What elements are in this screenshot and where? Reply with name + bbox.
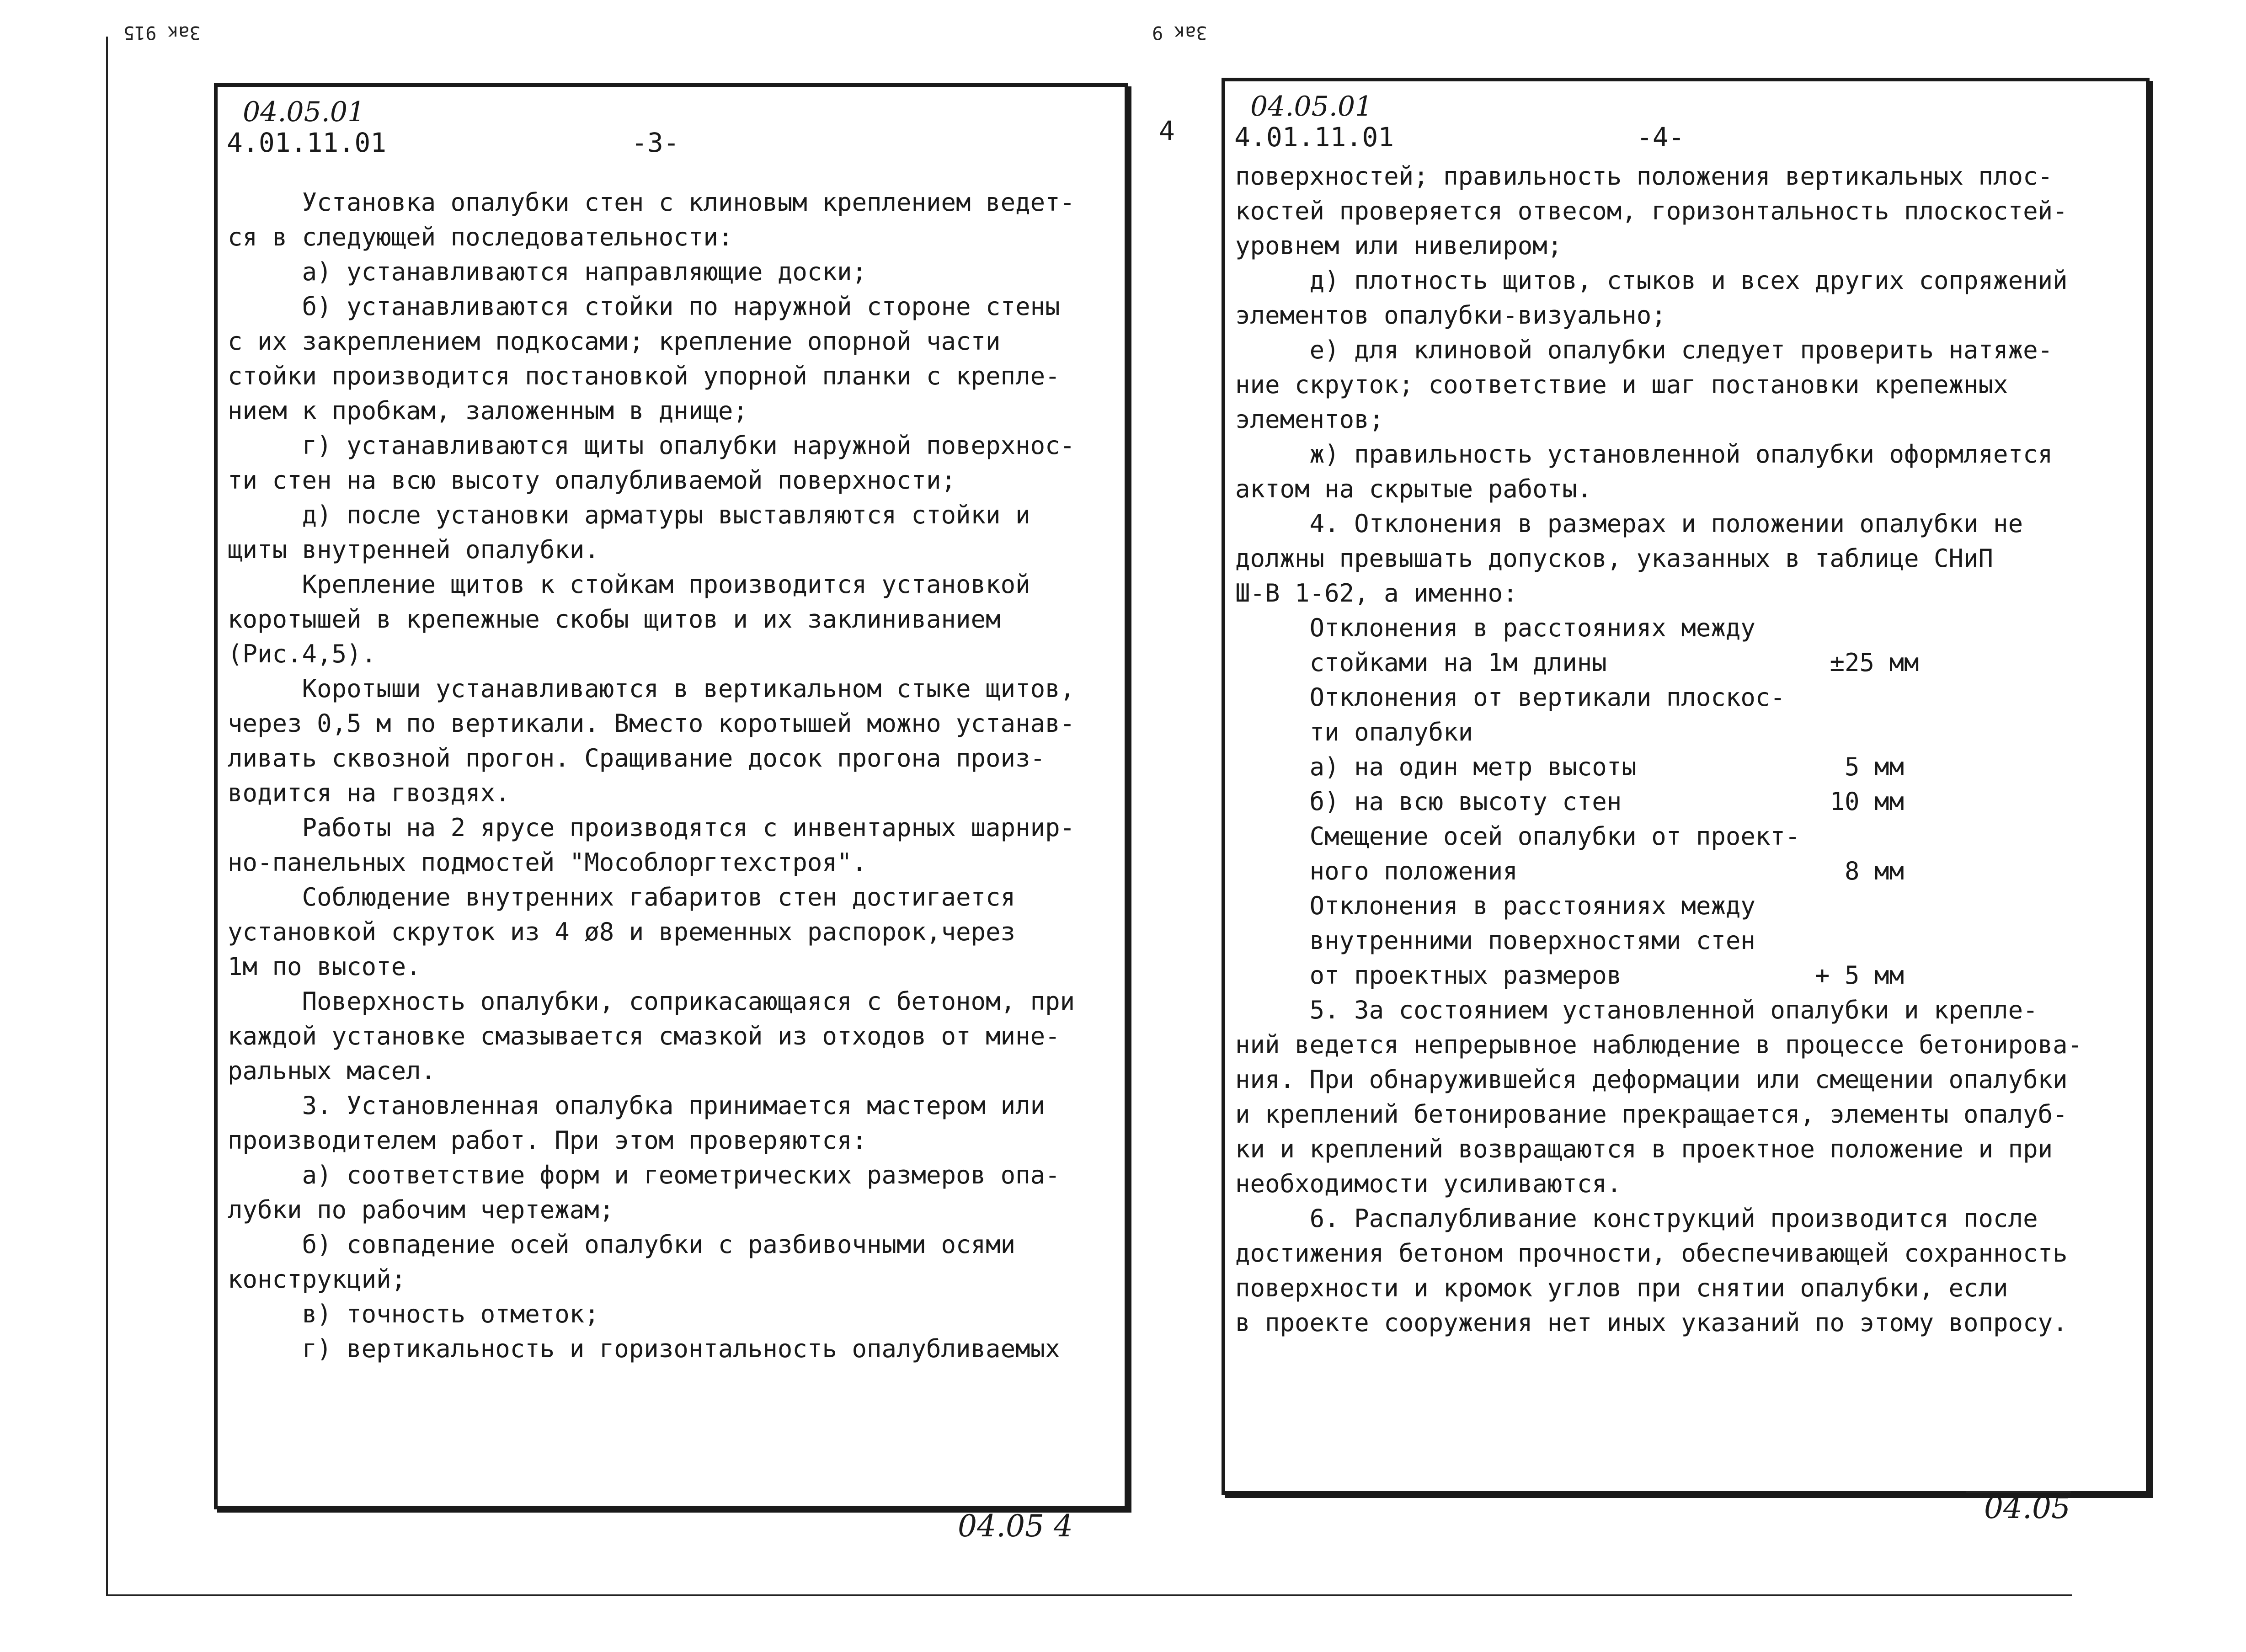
left-page-body-text: Установка опалубки стен с клиновым креплением ведет- ся в следующей последовательности: а) устанавливаются направляющие доски; б) устанавливаются стойки по наружной стороне стены с их закреплением подкосами; крепление опорной части стойки производится постановкой упорной планки с крепле- нием к пробкам, заложенным в днище; г) устанавливаются щиты опалубки наружной поверхнос- ти стен на всю высоту опалубливаемой поверхности; д) после установки арматуры выставляются стойки и щиты внутренней опалубки. Крепление щитов к стойкам производится установкой коротышей в крепежные скобы щитов и их заклиниванием (Рис.4,5). Коротыши устанавливаются в вертикальном стыке щитов, через 0,5 м по вертикали. Вместо коротышей можно устанав- ливать сквозной прогон. Сращивание досок прогона произ- водится на гвоздях. Работы на 2 ярусе производятся с инвентарных шарнир- но-панельных подмостей "Мособлоргтехстроя". Соблюдение внутренних габаритов стен достигается установкой скруток из 4 ø8 и временных распорок,через 1м по высоте. Поверхность опалубки, соприкасающаяся с бетоном, при каждой установке смазывается смазкой из отходов от мине- ральных масел. 3. Установленная опалубка принимается мастером или производителем работ. При этом проверяются: а) соответствие форм и геометрических размеров опа- лубки по рабочим чертежам; б) совпадение осей опалубки с разбивочными осями конструкций; в) точность отметок; г) вертикальность и горизонтальность опалубливаемых <box>228 188 1075 1363</box>
left-page <box>214 83 1128 1509</box>
scan-mark-center: Зак 9 <box>1152 22 1207 43</box>
middle-page-number: 4 <box>1159 115 1175 146</box>
left-document-code: 4.01.11.01 <box>227 127 387 158</box>
scan-mark-left: Зак 915 <box>123 22 201 43</box>
right-page-body-text: поверхностей; правильность положения вертикальных плос- костей проверяется отвесом, горизонтальность плоскостей- уровнем или нивелиром; д) плотность щитов, стыков и всех других сопряжений элементов опалубки-визуально; е) для клиновой опалубки следует проверить натяже- ние скруток; соответствие и шаг постановки крепежных элементов; ж) правильность установленной опалубки оформляется актом на скрытые работы. 4. Отклонения в размерах и положении опалубки не должны превышать допусков, указанных в таблице СНиП Ш-В 1-62, а именно: Отклонения в расстояниях между стойками на 1м длины ±25 мм Отклонения от вертикали плоскос- ти опалубки а) на один метр высоты 5 мм б) на всю высоту стен 10 мм Смещение осей опалубки от проект- ного положения 8 мм Отклонения в расстояниях между внутренними поверхностями стен от проектных размеров + 5 мм 5. За состоянием установленной опалубки и крепле- ний ведется непрерывное наблюдение в процессе бетонирова- ния. При обнаружившейся деформации или смещении опалубки и креплений бетонирование прекращается, элементы опалуб- ки и креплений возвращаются в проектное положение и при необходимости усиливаются. 6. Распалубливание конструкций производится после достижения бетоном прочности, обеспечивающей сохранность поверхности и кромок углов при снятии опалубки, если в проекте сооружения нет иных указаний по этому вопросу. <box>1235 162 2083 1337</box>
left-page-number: -3- <box>631 127 679 158</box>
scan-left-edge-line <box>106 37 108 1595</box>
left-handwritten-footer: 04.05 4 <box>958 1508 1073 1544</box>
right-page-header <box>1225 81 2146 159</box>
right-document-code: 4.01.11.01 <box>1234 122 1394 153</box>
right-page <box>1222 78 2150 1495</box>
right-handwritten-footer: 04.05 <box>1984 1490 2070 1525</box>
scan-bottom-edge-line <box>106 1594 2072 1596</box>
right-handwritten-code: 04.05.01 <box>1250 91 1373 123</box>
left-page-header <box>218 87 1125 165</box>
left-handwritten-code: 04.05.01 <box>243 96 365 128</box>
right-page-number: -4- <box>1637 122 1685 153</box>
